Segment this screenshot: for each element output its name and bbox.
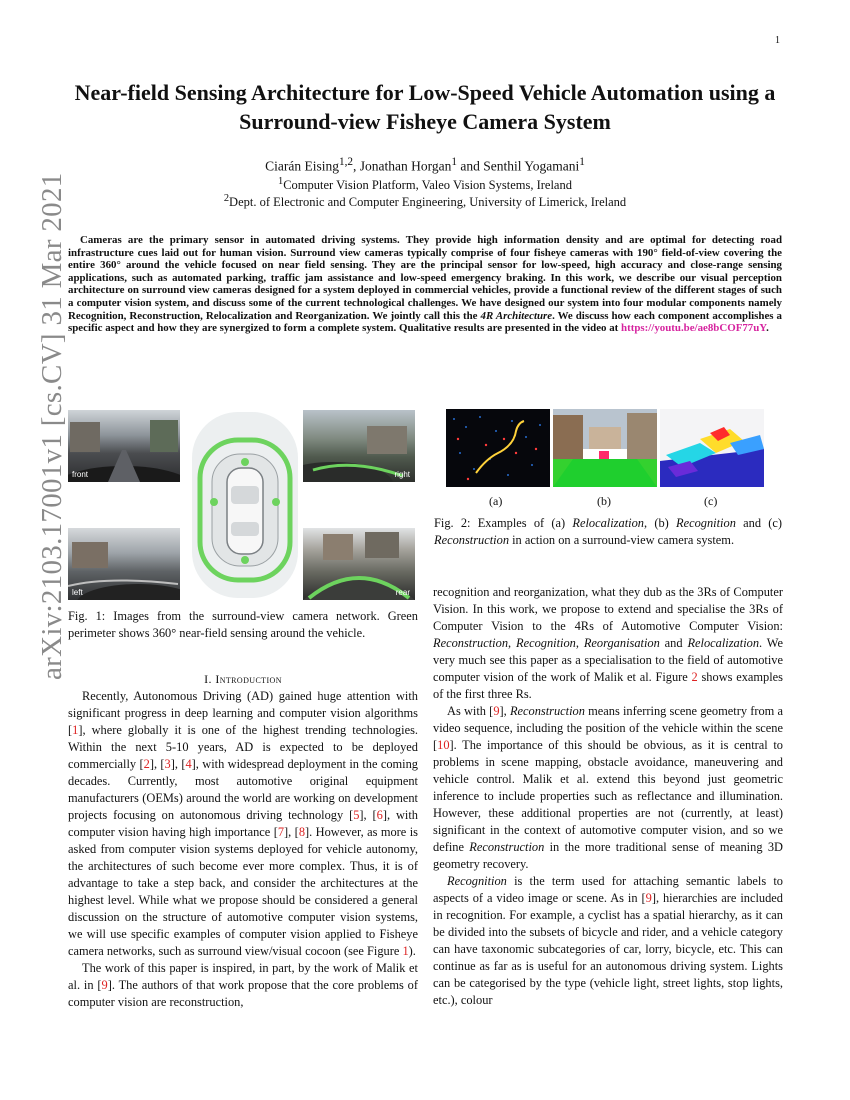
text-run: ]. However, as more is asked from computer vision systems deployed for vehicle autonomy, the architectures of such become ever more complex. Thus, it is of advantage to take a step back, and consider the architectures at the highest level. While what we propose should be considered a general discussion on the structure of automotive computer vision systems, we will use specific examples of computer vision applied to Fisheye camera networks, such as surround view/visual cocoon (see Figure [68,825,418,958]
term-emphasis: Relocalization [687,636,760,650]
intro-paragraph-1 [68,688,418,960]
camera-image-left [68,528,180,600]
label-right: right [394,470,410,479]
term-emphasis: Reorganisation [583,636,660,650]
paper-title: Near-field Sensing Architecture for Low-Speed Vehicle Automation using a Surround-view Fisheye Camera System [74,80,776,134]
text-run: ], where globally it is one of the highest trending technologies. Within the next 5-10 years, AD is expected to be deployed commercially [ [68,723,418,771]
right-paragraph-3 [433,873,783,1009]
right-paragraph-2 [433,703,783,873]
figure-ref-link[interactable]: 1 [402,944,409,958]
figure-1-caption: Fig. 1: Images from the surround-view camera network. Green perimeter shows 360° near-field sensing around the vehicle. [68,609,418,640]
text-run: ], [ [149,757,165,771]
vehicle-top-view [190,410,300,600]
label-front: front [72,470,89,479]
label-left: left [72,588,83,597]
caption-run: Fig. 2: Examples of (a) [434,516,573,530]
affiliation-2-mark: 2 [223,193,230,204]
citation-link[interactable]: 9 [101,978,108,992]
figure-2c-image [660,409,764,487]
author-yogamani-affil: 1 [579,156,585,168]
caption-run: and (c) [735,516,783,530]
text-run: . We very much see this paper as a specialisation to the field of automotive computer vision of the work of Malik et al. Figure [433,636,783,684]
figure-2a-image [446,409,550,487]
citation-link[interactable]: 7 [277,825,285,839]
citation-link[interactable]: 8 [298,825,306,839]
caption-emphasis: Relocalization [572,516,644,530]
text-run: ]. The importance of this should be obvious, as it is central to problems in scene mapping, obstacle avoidance, maneuvering and vehicle control. Malik et al. extend this beyond just geometric inference to include properties such as reflectance and illumination. However, these additional properties are not (currently, at least) significant in the context of automotive computer vision, and so we define [433,738,783,854]
author-eising: Ciarán Eising [265,158,339,174]
author-horgan: , Jonathan Horgan [353,158,452,174]
section-number: I. [204,672,216,686]
text-run: in the more traditional sense of meaning 3D geometry recovery. [433,840,783,871]
camera-image-right [303,410,415,482]
figure-ref-link[interactable]: 2 [691,670,698,684]
right-paragraph-1 [433,584,783,703]
text-run: and [659,636,688,650]
caption-run: in action on a surround-view camera system. [509,533,735,547]
abstract-emphasis: 4R Architecture [480,309,553,322]
affiliation-1 [60,176,790,193]
text-run: shows examples of the first three Rs. [433,670,783,701]
term-emphasis: Reconstruction [433,636,509,650]
segmented-street-icon [553,409,657,487]
text-run: ], [ [359,808,377,822]
citation-link[interactable]: 2 [143,757,150,771]
text-run: means inferring scene geometry from a video sequence, including the position of the vehicle within the scene [ [433,704,783,752]
term-emphasis: Recognition [447,874,507,888]
affiliation-1-text: Computer Vision Platform, Valeo Vision Systems, Ireland [283,178,572,193]
citation-link[interactable]: 4 [185,757,192,771]
camera-image-front [68,410,180,482]
left-column-text [68,688,418,1011]
point-cloud-map-icon [446,409,550,487]
page-number: 1 [775,35,780,46]
term-emphasis: Recognition [516,636,576,650]
figure-2b-label: (b) [597,494,611,508]
text-run: ], [ [170,757,186,771]
figure-2a-label: (a) [489,494,503,508]
right-column-text [433,584,783,1009]
author-yogamani: and Senthil Yogamani [457,158,580,174]
road-scene-icon [68,528,180,600]
abstract [68,234,782,335]
citation-link[interactable]: 9 [493,704,500,718]
abstract-text-3: . [766,322,769,335]
label-rear: rear [395,588,410,597]
text-run: is the term used for attaching semantic labels to aspects of a video image or scene. As in [ [433,874,783,905]
author-eising-affil: 1,2 [338,156,354,168]
intro-paragraph-2 [68,960,418,1011]
text-run: As with [ [447,704,494,718]
text-run: ], with computer vision having high importance [ [68,808,419,839]
text-run: ], with widespread deployment in the coming decades. Currently, most automotive original equipment manufacturers (OEMs) around the world are working on development projects focusing on autonomous driving technology [ [68,757,418,822]
text-run: ], [499,704,510,718]
citation-link[interactable]: 5 [353,808,360,822]
citation-link[interactable]: 1 [72,723,79,737]
figure-2b-image [553,409,657,487]
caption-emphasis: Recognition [676,516,736,530]
text-run: Recently, Autonomous Driving (AD) gained huge attention with significant progress in deep learning and computer vision algorithms [ [68,689,418,737]
abstract-text-1: Cameras are the primary sensor in automated driving systems. They provide high information density and are optimal for detecting road infrastructure cues laid out for human vision. Surround view cameras typically comprise of four fisheye cameras with 190° field-of-view covering the entire 360° around the vehicle focused on near field sensing. They are the principal sensor for low-speed, high accuracy and close-range sensing applications, such as automated parking, traffic jam assistance and low-speed emergency braking. In this work, we describe our visual perception architecture on surround view cameras designed for a system deployed in commercial vehicles, provide a functional review of the different stages of such a computer vision system, and discuss some of the current technological challenges. We have designed our system into four modular components namely Recognition, Reconstruction, Relocalization and Reorganization. We jointly call this the [68,234,782,322]
text-run: recognition and reorganization, what they dub as the 3Rs of Computer Vision. In this work, we propose to extend and specialise the 3Rs of Computer Vision to the 4Rs of Automotive Computer Vision: [433,585,783,633]
term-emphasis: Reconstruction [509,704,585,718]
text-run: ], [ [284,825,299,839]
section-name: Introduction [215,672,282,686]
citation-link[interactable]: 3 [164,757,171,771]
author-horgan-affil: 1 [451,156,458,168]
affiliation-1-mark: 1 [278,176,284,187]
camera-image-rear [303,528,415,600]
arxiv-identifier: arXiv:2103.17001v1 [cs.CV] 31 Mar 2021 [36,172,68,680]
citation-link[interactable]: 10 [437,738,450,752]
affiliation-2 [60,193,790,210]
text-run: , [575,636,584,650]
affiliation-2-text: Dept. of Electronic and Computer Engineering, University of Limerick, Ireland [229,195,627,210]
text-run: The work of this paper is inspired, in part, by the work of Malik et al. in [ [68,961,418,992]
depth-reconstruction-icon [660,409,764,487]
citation-link[interactable]: 6 [376,808,383,822]
citation-link[interactable]: 9 [645,891,652,905]
abstract-text-2: . We discuss how each component accomplishes a specific aspect and how they are synergized to form a complete system. Qualitative results are presented in the video at [68,309,782,335]
caption-run: , (b) [643,516,677,530]
figure-1 [68,410,418,600]
caption-emphasis: Reconstruction [434,533,510,547]
video-link[interactable]: https://youtu.be/ae8bCOF77uY [621,322,767,335]
figure-2c-label: (c) [704,494,718,508]
figure-2-caption [434,515,782,549]
section-heading-introduction [68,672,418,687]
term-emphasis: Reconstruction [469,840,545,854]
text-run: ]. The authors of that work propose that the core problems of computer vision are reconstruction, [68,978,418,1009]
text-run: ). [408,944,416,958]
author-list [60,156,790,175]
text-run: ], hierarchies are included in recognition. For example, a cyclist has a spatial hierarchy, as it can be divided into the subsets of bicycle and rider, and a vehicle category can have taxonomic subcategories of car, lorry, bicycle, etc. This can continue as far as is useful for an autonomous driving system. Lights can be categorised by the type (vehicle light, street lights, stop lights, etc.), colour [433,891,783,1007]
text-run: , [508,636,516,650]
